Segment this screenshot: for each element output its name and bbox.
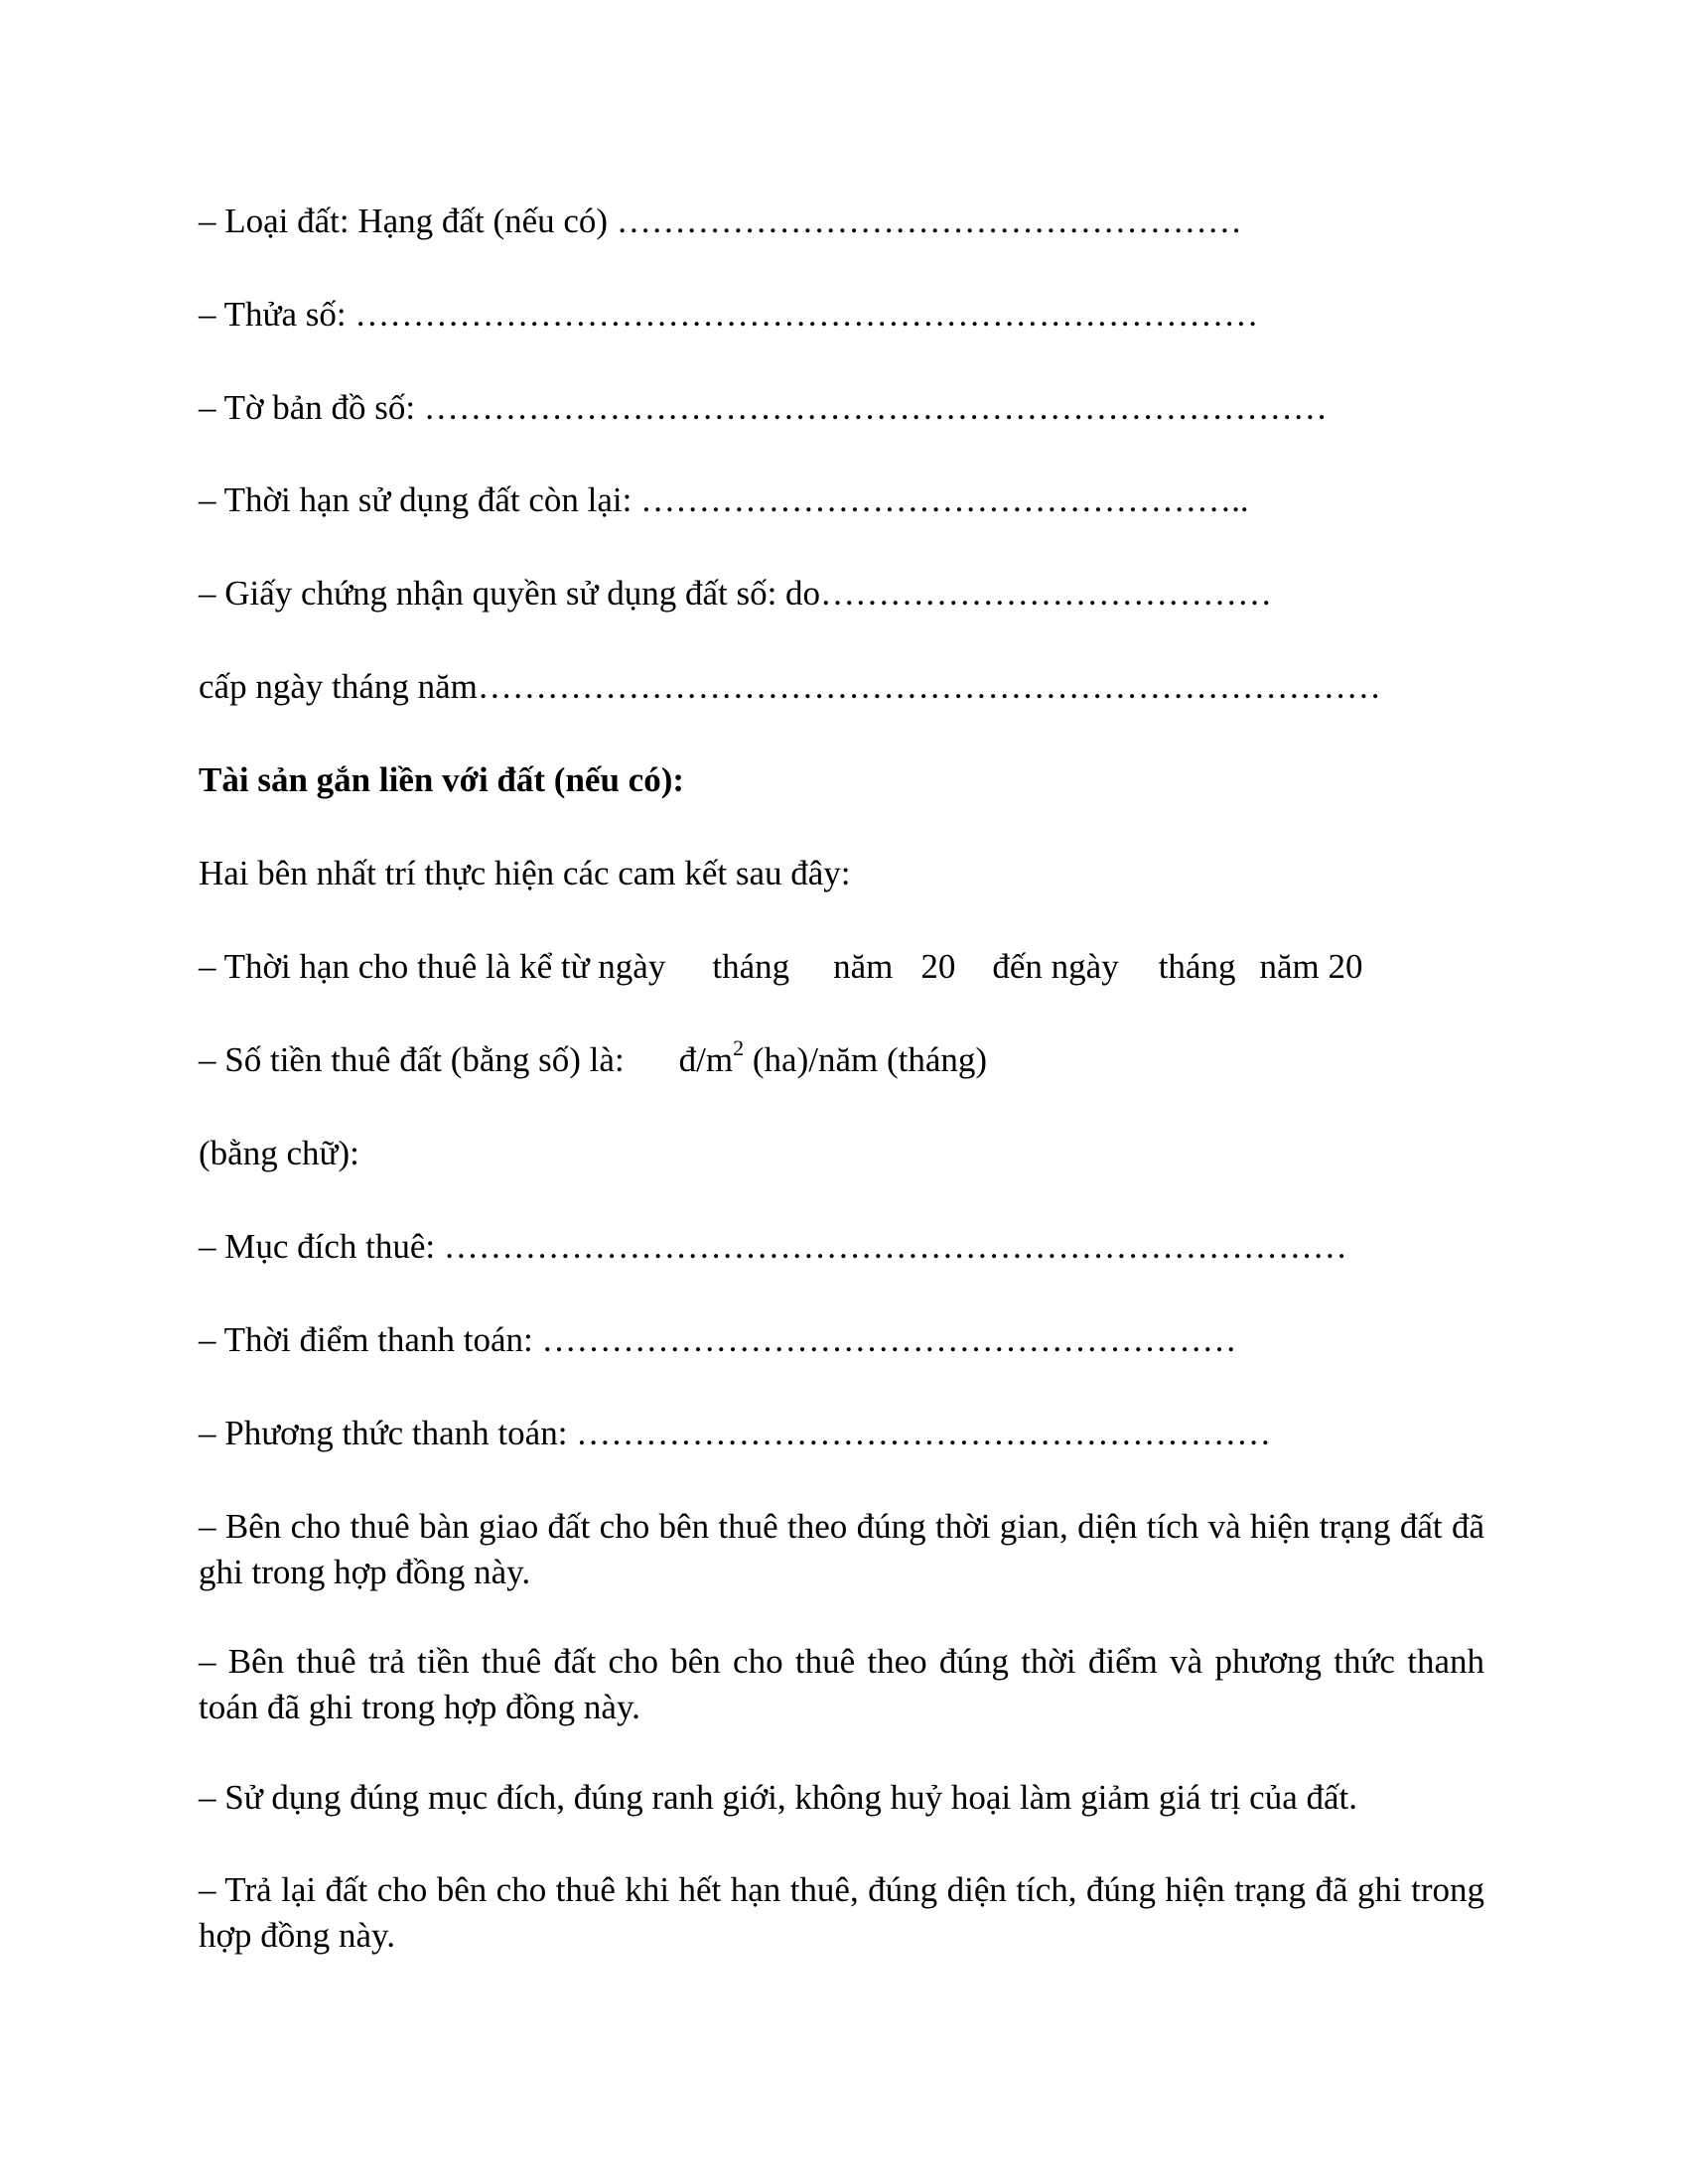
lease-term-century-1: 20 xyxy=(920,947,956,986)
lease-term-line xyxy=(199,944,1499,990)
obligation-item: – Bên thuê trả tiền thuê đất cho bên cho thuê theo đúng thời điểm và phương thức thanh toán đã ghi trong hợp đồng này. xyxy=(199,1642,1484,1726)
lease-term-month-1: tháng xyxy=(712,947,790,986)
rent-unit-rest: (ha)/năm (tháng) xyxy=(744,1040,988,1079)
remaining-term-line: – Thời hạn sử dụng đất còn lại: …………………………………………….. xyxy=(199,480,1249,519)
lease-term-prefix: – Thời hạn cho thuê là kể từ ngày xyxy=(199,947,666,986)
lease-term-year-2: năm 20 xyxy=(1259,947,1363,986)
certificate-line: – Giấy chứng nhận quyền sử dụng đất số: do………………………………… xyxy=(199,574,1273,613)
rent-in-words-line: (bằng chữ): xyxy=(199,1134,359,1172)
parcel-number-line: – Thửa số: …………………………………………………………………… xyxy=(199,295,1259,334)
lease-term-year-1: năm xyxy=(833,947,894,986)
rent-amount-line xyxy=(199,1037,1499,1083)
payment-time-line: – Thời điểm thanh toán: …………………………………………………… xyxy=(199,1320,1237,1359)
rent-unit-base: đ/m xyxy=(678,1040,734,1079)
commitment-intro: Hai bên nhất trí thực hiện các cam kết sau đây: xyxy=(199,854,851,892)
purpose-line: – Mục đích thuê: …………………………………………………………………… xyxy=(199,1227,1347,1266)
map-sheet-line: – Tờ bản đồ số: …………………………………………………………………… xyxy=(199,388,1328,427)
rent-prefix: – Số tiền thuê đất (bằng số) là: xyxy=(199,1040,625,1079)
land-type-line: – Loại đất: Hạng đất (nếu có) ……………………………………………… xyxy=(199,202,1242,240)
lease-term-month-2: tháng xyxy=(1158,947,1236,986)
issue-date-line: cấp ngày tháng năm…………………………………………………………………… xyxy=(199,667,1381,706)
obligation-item: – Bên cho thuê bàn giao đất cho bên thuê theo đúng thời gian, diện tích và hiện trạng đất đã ghi trong hợp đồng này. xyxy=(199,1507,1484,1591)
payment-method-line: – Phương thức thanh toán: …………………………………………………… xyxy=(199,1414,1272,1452)
obligation-item: – Trả lại đất cho bên cho thuê khi hết hạn thuê, đúng diện tích, đúng hiện trạng đã ghi trong hợp đồng này. xyxy=(199,1870,1484,1955)
lease-term-to-day: đến ngày xyxy=(992,947,1119,986)
rent-unit-exponent: 2 xyxy=(733,1035,745,1061)
assets-heading: Tài sản gắn liền với đất (nếu có): xyxy=(199,760,685,799)
obligation-item: – Sử dụng đúng mục đích, đúng ranh giới, không huỷ hoại làm giảm giá trị của đất. xyxy=(199,1778,1358,1817)
